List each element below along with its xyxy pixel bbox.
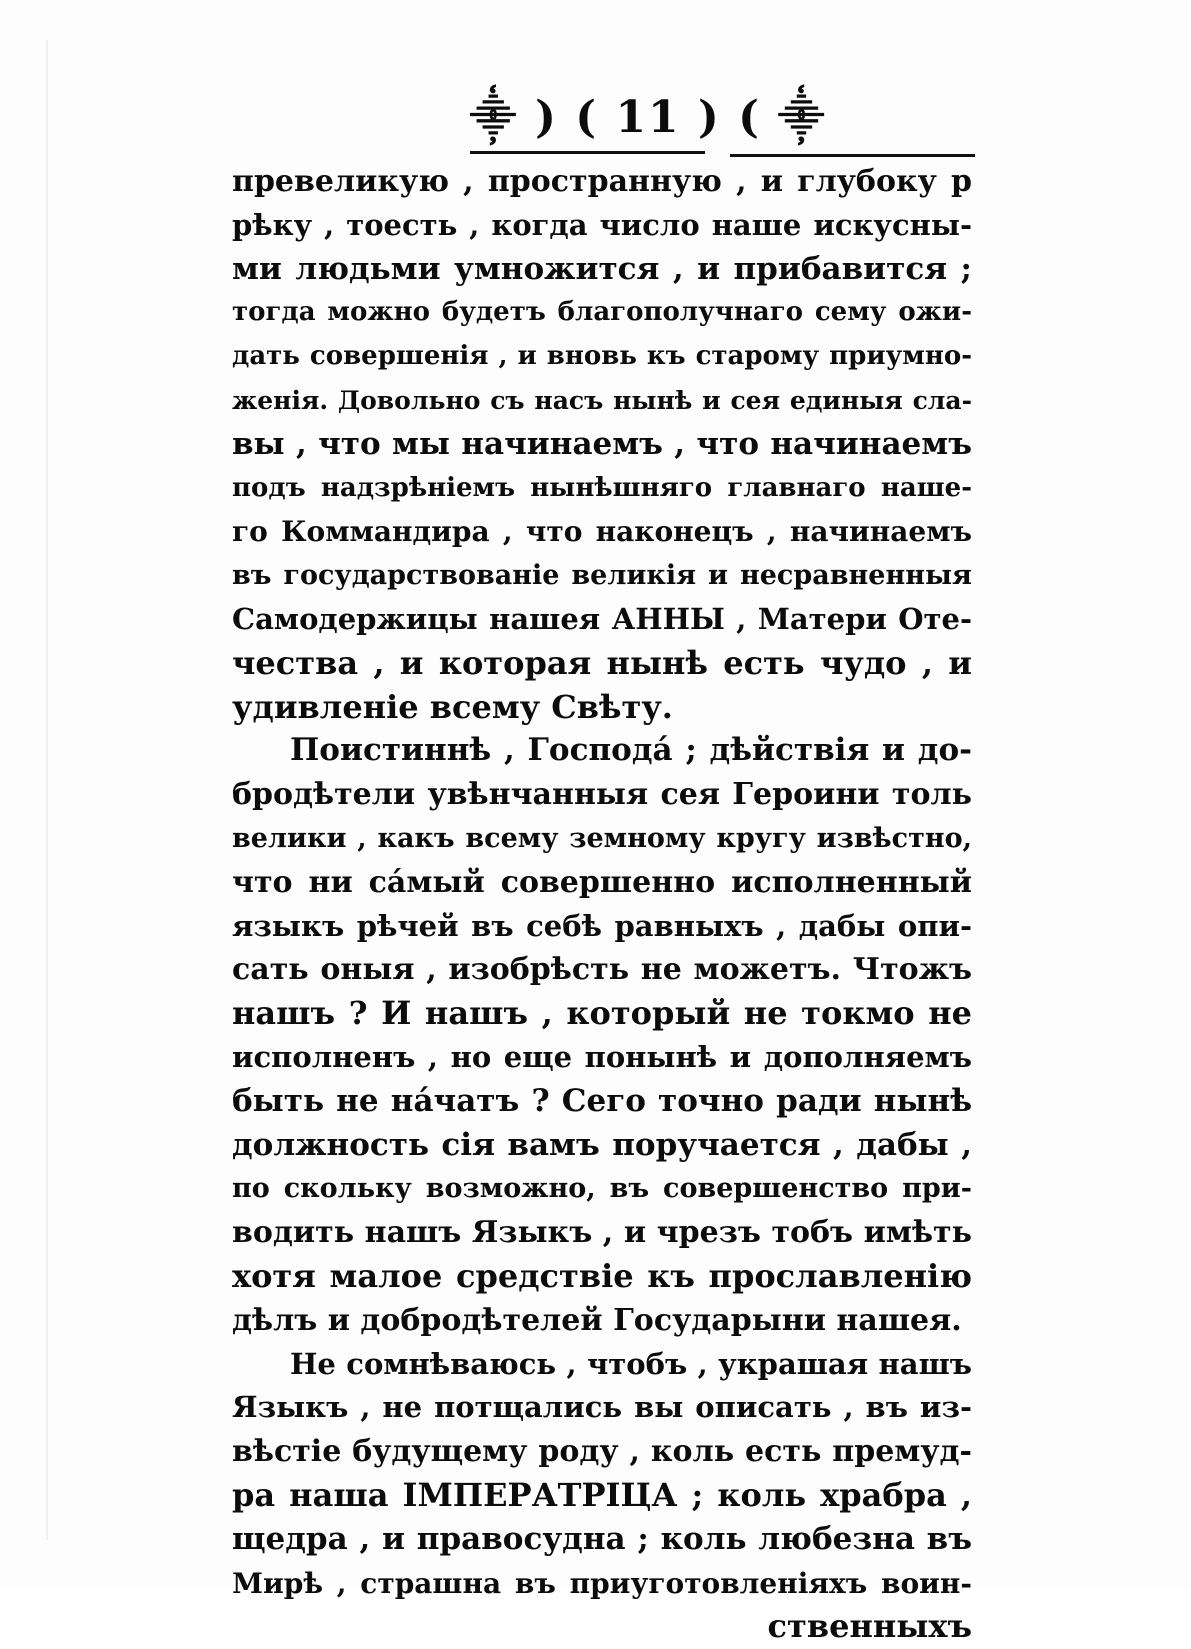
text-line: Языкъ , не потщались вы описать , въ из- bbox=[232, 1390, 972, 1425]
text-line: чества , и которая нынѣ есть чудо , и bbox=[232, 643, 972, 682]
text-line: по скольку возможно, въ совершенство при- bbox=[232, 1173, 972, 1205]
paragraph-start-line: Не сомнѣваюсь , чтобъ , украшая нашъ bbox=[290, 1346, 972, 1381]
text-line: нашъ ? И нашъ , который не токмо не bbox=[232, 994, 972, 1033]
text-line: языкъ рѣчей въ себѣ равныхъ , дабы опи- bbox=[232, 908, 972, 943]
running-head bbox=[470, 88, 827, 148]
text-line: велики , какъ всему земному кругу извѣстно, bbox=[232, 822, 972, 854]
paragraph-end-line: удивленіе всему Свѣту. bbox=[232, 687, 673, 726]
text-line: женія. Довольно съ насъ нынѣ и сея единыя сла- bbox=[232, 385, 972, 415]
text-line: бродѣтели увѣнчанныя сея Героини толь bbox=[232, 777, 972, 813]
text-line: щедра , и правосудна ; коль любезна въ bbox=[232, 1520, 972, 1557]
text-line: что ни са́мый совершенно исполненный bbox=[232, 864, 972, 900]
text-line: хотя малое средствіе къ прославленію bbox=[232, 1256, 972, 1295]
text-line: рѣку , тоесть , когда число наше искусны- bbox=[232, 207, 972, 242]
text-line: подъ надзрѣніемъ нынѣшняго главнаго наше- bbox=[232, 472, 972, 503]
text-line: водить нашъ Языкъ , и чрезъ тобъ имѣть bbox=[232, 1215, 972, 1251]
header-rule-left bbox=[470, 151, 705, 154]
text-line: дать совершенія , и вновь къ старому приумно- bbox=[232, 341, 972, 372]
paragraph-start-line: Поистиннѣ , Господа́ ; дѣйствія и до- bbox=[290, 732, 972, 769]
page-number-ornament: ⸎ ) ( 11 ) ( ⸎ bbox=[470, 92, 827, 143]
paragraph-end-line: дѣлъ и добродѣтелей Государыни нашея. bbox=[232, 1302, 962, 1338]
text-line: Мирѣ , страшна въ приуготовленіяхъ воин- bbox=[232, 1566, 972, 1600]
catchword: ственныхъ bbox=[767, 1607, 972, 1646]
text-line: вы , что мы начинаемъ , что начинаемъ bbox=[232, 425, 972, 462]
text-line: въ государствованіе великія и несравненныя bbox=[232, 560, 972, 592]
text-line: быть не на́чатъ ? Сего точно ради нынѣ bbox=[232, 1082, 972, 1119]
text-line: ра наша ІМПЕРАТРІЦА ; коль храбра , bbox=[232, 1475, 972, 1514]
text-line: исполненъ , но еще понынѣ и дополняемъ bbox=[232, 1039, 972, 1074]
scan-edge bbox=[46, 40, 48, 1540]
text-line: сать оныя , изобрѣсть не можетъ. Чтожъ bbox=[232, 952, 972, 988]
text-line: го Коммандира , что наконецъ , начинаемъ bbox=[232, 515, 972, 549]
text-line: должность сія вамъ поручается , дабы , bbox=[232, 1126, 972, 1163]
text-line: Самодержицы нашея АННЫ , Матери Оте- bbox=[232, 601, 972, 636]
header-rule-right bbox=[730, 154, 975, 157]
text-line: ми людьми умножится , и прибавится ; bbox=[232, 250, 972, 287]
text-line: тогда можно будетъ благополучнаго сему ожи- bbox=[232, 297, 972, 328]
text-line: превеликую , пространную , и глубоку р bbox=[232, 164, 972, 199]
text-line: вѣстіе будущему роду , коль есть премуд- bbox=[232, 1434, 972, 1470]
body-text bbox=[232, 160, 972, 1649]
